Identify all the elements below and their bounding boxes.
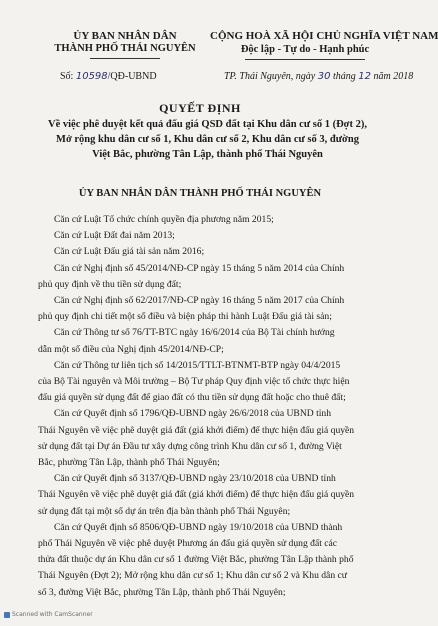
body-line: Căn cứ Luật Đất đai năm 2013; — [54, 230, 175, 242]
document-date — [224, 71, 413, 82]
org-line-2: THÀNH PHỐ THÁI NGUYÊN — [54, 43, 196, 54]
subject-line: Mở rộng khu dân cư số 1, Khu dân cư số 2, Khu dân cư số 3, đường — [56, 134, 359, 145]
nation-motto: Độc lập - Tự do - Hạnh phúc — [240, 44, 370, 55]
body-line: Căn cứ Quyết định số 1796/QĐ-UBND ngày 26/6/2018 của UBND tỉnh — [54, 408, 331, 420]
org-line-1: ỦY BAN NHÂN DÂN — [73, 30, 177, 42]
body-line: sử dụng đất tại một số dự án trên địa bàn thành phố Thái Nguyên; — [38, 505, 291, 517]
date-month-handwritten: 12 — [358, 71, 371, 82]
date-place: TP. Thái Nguyên, — [224, 71, 294, 82]
document-number — [60, 71, 157, 82]
camscanner-icon — [4, 612, 10, 618]
nation-line-1: CỘNG HOÀ XÃ HỘI CHỦ NGHĨA VIỆT NAM — [210, 30, 438, 42]
body-line: Thái Nguyên về việc phê duyệt giá đất (giá khởi điểm) để thực hiện đấu giá quyền — [38, 489, 355, 501]
body-line: của Bộ Tài nguyên và Môi trường – Bộ Tư pháp Quy định việc tổ chức thực hiện — [38, 376, 350, 388]
date-ngay-label: ngày — [295, 71, 316, 82]
subject-line: Về việc phê duyệt kết quả đấu giá QSD đất tại Khu dân cư số 1 (Đợt 2), — [48, 119, 367, 130]
watermark-text: Scanned with CamScanner — [12, 611, 93, 618]
body-line: sử dụng đất tại Dự án Đầu tư xây dựng công trình Khu dân cư số 1, đường Việt — [38, 440, 342, 452]
body-line: phủ quy định về thu tiền sử dụng đất; — [38, 278, 182, 290]
doc-number-handwritten: 10598 — [75, 71, 108, 82]
national-header — [210, 30, 438, 60]
body-line: dẫn một số điều của Nghị định 45/2014/NĐ-CP; — [38, 343, 224, 355]
document-title: QUYẾT ĐỊNH — [159, 101, 241, 115]
date-day-handwritten: 30 — [317, 71, 331, 82]
org-underline — [90, 58, 160, 59]
body-line: Căn cứ Quyết định số 3137/QĐ-UBND ngày 23/10/2018 của UBND tỉnh — [54, 473, 336, 485]
motto-underline — [245, 59, 365, 60]
legal-basis-body — [38, 212, 378, 601]
body-line: Căn cứ Luật Tổ chức chính quyền địa phương năm 2015; — [54, 214, 274, 225]
body-line: Thái Nguyên về việc phê duyệt giá đất (giá khởi điểm) để thực hiện đấu giá quyền — [38, 424, 355, 436]
body-line: Căn cứ Nghị định số 62/2017/NĐ-CP ngày 16 tháng 5 năm 2017 của Chính — [54, 295, 345, 307]
document-subject — [40, 117, 375, 162]
body-line: Thái Nguyên (Đợt 2); Mở rộng khu dân cư số 1; Khu dân cư số 2 và Khu dân cư — [38, 570, 347, 582]
scanner-watermark — [4, 611, 93, 618]
body-line: phủ quy định chi tiết một số điều và biện pháp thi hành Luật Đấu giá tài sản; — [38, 311, 332, 323]
date-thang-label: tháng — [332, 71, 356, 82]
body-line: Căn cứ Thông tư số 76/TT-BTC ngày 16/6/2014 của Bộ Tài chính hướng — [54, 327, 335, 339]
doc-number-prefix: Số: — [60, 71, 74, 82]
body-line: Căn cứ Nghị định số 45/2014/NĐ-CP ngày 15 tháng 5 năm 2014 của Chính — [54, 262, 345, 274]
body-line: Căn cứ Luật Đấu giá tài sản năm 2016; — [54, 246, 205, 258]
body-line: Căn cứ Thông tư liên tịch số 14/2015/TTLT-BTNMT-BTP ngày 04/4/2015 — [54, 359, 341, 371]
body-line: thửa đất thuộc dự án Khu dân cư số 1 đường Việt Bắc, phường Tân Lập thành phố — [38, 554, 354, 566]
doc-number-suffix: /QĐ-UBND — [107, 71, 157, 82]
issuing-authority: ỦY BAN NHÂN DÂN THÀNH PHỐ THÁI NGUYÊN — [78, 188, 322, 199]
date-year: năm 2018 — [373, 71, 414, 82]
body-line: phố Thái Nguyên về việc phê duyệt Phương án đấu giá quyền sử dụng đất các — [38, 538, 338, 550]
body-line: Căn cứ Quyết định số 8506/QĐ-UBND ngày 19/10/2018 của UBND thành — [54, 521, 343, 533]
issuing-org-header — [40, 30, 210, 59]
body-line: số 3, đường Việt Bắc, phường Tân Lập, thành phố Thái Nguyên; — [38, 586, 286, 598]
body-line: Bắc, phường Tân Lập, thành phố Thái Nguyên; — [38, 457, 220, 469]
subject-line: Việt Bắc, phường Tân Lập, thành phố Thái Nguyên — [92, 149, 323, 160]
body-line: đấu giá quyền sử dụng đất để giao đất có thu tiền sử dụng đất hoặc cho thuê đất; — [38, 392, 346, 404]
